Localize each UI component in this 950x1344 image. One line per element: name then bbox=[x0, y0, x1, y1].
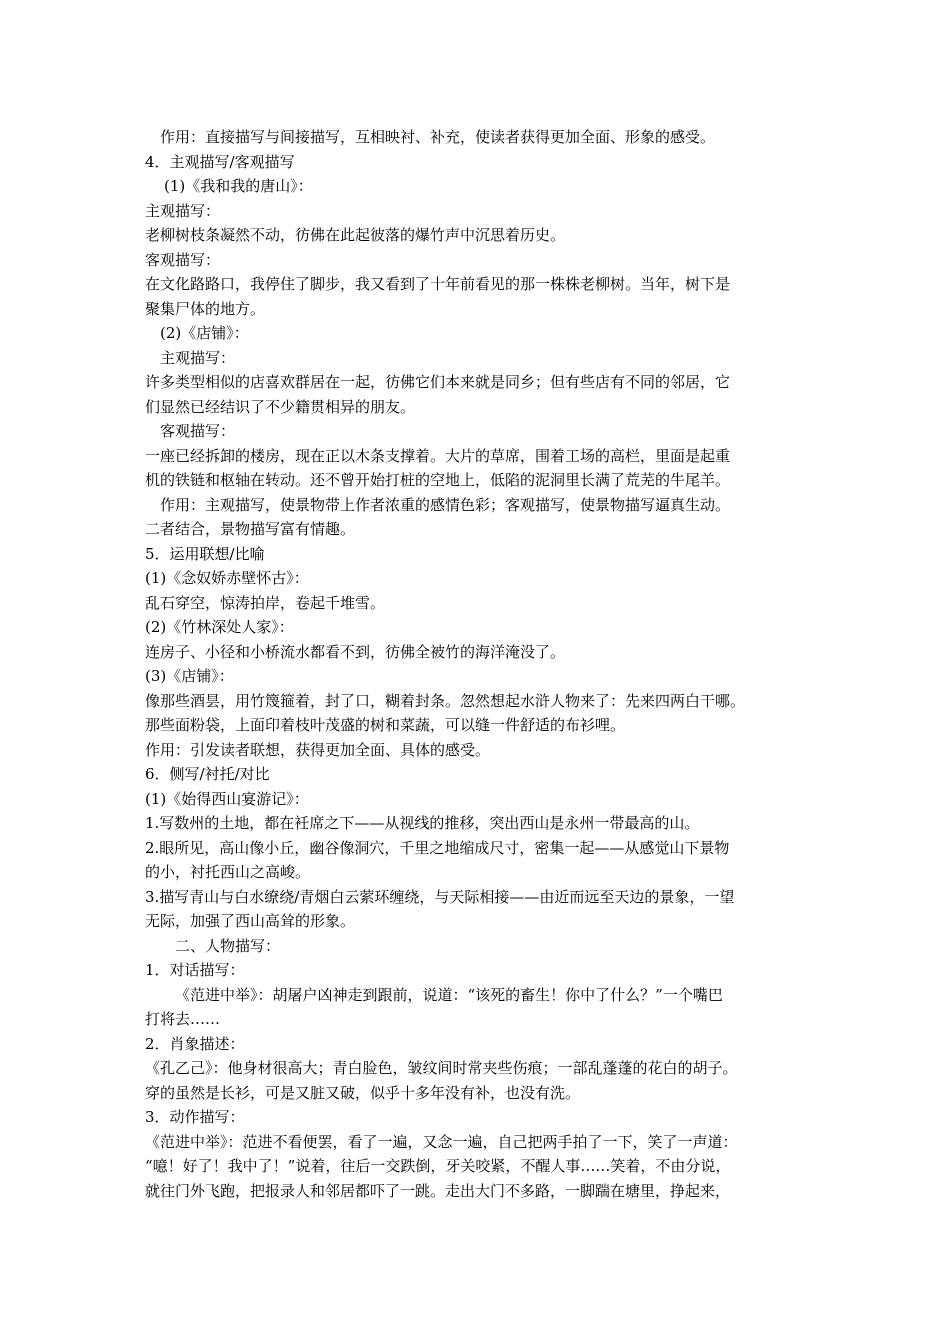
text-line: 作用：直接描写与间接描写，互相映衬、补充，使读者获得更加全面、形象的感受。 bbox=[160, 128, 716, 146]
text-line: 主观描写： bbox=[145, 201, 221, 220]
text-line: 客观描写： bbox=[145, 250, 221, 269]
section-heading: 6．侧写/衬托/对比 bbox=[145, 765, 270, 783]
text-line: 一座已经拆卸的楼房，现在正以木条支撑着。大片的草席，围着工场的高栏，里面是起重 bbox=[145, 446, 731, 465]
text-line: 《孔乙己》：他身材很高大；青白脸色，皱纹间时常夹些伤痕；一部乱蓬蓬的花白的胡子。 bbox=[145, 1059, 738, 1077]
text-line: 像那些酒昙，用竹篾箍着，封了口，糊着封条。忽然想起水浒人物来了：先来四两白干哪。 bbox=[145, 691, 746, 710]
text-line: 在文化路路口，我停住了脚步，我又看到了十年前看见的那一株株老柳树。当年，树下是 bbox=[145, 275, 731, 293]
subheading: (1)《我和我的唐山》： bbox=[164, 177, 313, 195]
text-line: 老柳树枝条凝然不动，彷佛在此起彼落的爆竹声中沉思着历史。 bbox=[145, 226, 566, 244]
text-line: 作用：主观描写，使景物带上作者浓重的感情色彩；客观描写，使景物描写逼真生动。 bbox=[160, 495, 731, 514]
text-line: “噫！好了！我中了！”说着，往后一交跌倒，牙关咬紧，不醒人事……笑着，不由分说， bbox=[145, 1157, 731, 1175]
text-line: 《范进中举》：范进不看便罢，看了一遍，又念一遍，自己把两手拍了一下，笑了一声道： bbox=[145, 1132, 738, 1151]
section-heading: 3．动作描写： bbox=[145, 1108, 245, 1126]
text-line: 二者结合，景物描写富有情趣。 bbox=[145, 520, 356, 538]
section-heading: 4．主观描写/客观描写 bbox=[145, 152, 295, 171]
section-heading: 2．肖象描述： bbox=[145, 1034, 245, 1053]
section-heading: 5．运用联想/比喻 bbox=[145, 544, 265, 563]
text-line: 许多类型相似的店喜欢群居在一起，彷佛它们本来就是同乡；但有些店有不同的邻居，它 bbox=[145, 373, 731, 391]
section-heading: 二、人物描写： bbox=[175, 936, 281, 955]
text-line: 3.描写青山与白水缭绕/青烟白云萦环缠绕，与天际相接——由近而远至天边的景象，一望 bbox=[145, 887, 735, 906]
text-line: 机的铁链和枢轴在转动。还不曾开始打桩的空地上，低陷的泥洞里长满了荒芜的牛尾羊。 bbox=[145, 471, 731, 489]
text-line: 那些面粉袋，上面印着枝叶茂盛的树和菜蔬，可以缝一件舒适的布衫哩。 bbox=[145, 716, 626, 734]
text-line: 作用：引发读者联想，获得更加全面、具体的感受。 bbox=[145, 740, 491, 759]
text-line: 的小，衬托西山之高峻。 bbox=[145, 863, 311, 881]
text-line: 们显然已经结识了不少籍贯相异的朋友。 bbox=[145, 397, 416, 416]
document-body bbox=[145, 125, 805, 1203]
text-line: 主观描写： bbox=[160, 348, 236, 367]
text-line: 客观描写： bbox=[160, 422, 236, 440]
subheading: (3)《店铺》： bbox=[145, 667, 234, 685]
text-line: 1.写数州的土地，都在衽席之下——从视线的推移，突出西山是永州一带最高的山。 bbox=[145, 814, 700, 832]
text-line: 《范进中举》：胡屠户凶神走到跟前，说道：“该死的畜生！你中了什么？”一个嘴巴 bbox=[175, 985, 723, 1004]
text-line: 穿的虽然是长衫，可是又脏又破，似乎十多年没有补，也没有洗。 bbox=[145, 1083, 581, 1102]
text-line: 打将去…… bbox=[145, 1010, 221, 1028]
text-line: 连房子、小径和小桥流水都看不到，彷佛全被竹的海洋淹没了。 bbox=[145, 642, 566, 661]
subheading: (1)《念奴娇赤壁怀古》： bbox=[145, 569, 309, 587]
subheading: (2)《竹林深处人家》： bbox=[145, 618, 294, 636]
text-line: 就往门外飞跑，把报录人和邻居都吓了一跳。走出大门不多路，一脚踹在塘里，挣起来， bbox=[145, 1181, 731, 1200]
text-line: 聚集尸体的地方。 bbox=[145, 299, 266, 318]
subheading: (2)《店铺》： bbox=[160, 324, 249, 342]
text-line: 无际，加强了西山高耸的形象。 bbox=[145, 912, 356, 930]
section-heading: 1．对话描写： bbox=[145, 961, 245, 979]
text-line: 2.眼所见，高山像小丘，幽谷像洞穴，千里之地缩成尺寸，密集一起——从感觉山下景物 bbox=[145, 838, 730, 857]
text-line: 乱石穿空，惊涛拍岸，卷起千堆雪。 bbox=[145, 593, 386, 612]
subheading: (1)《始得西山宴游记》： bbox=[145, 789, 309, 808]
